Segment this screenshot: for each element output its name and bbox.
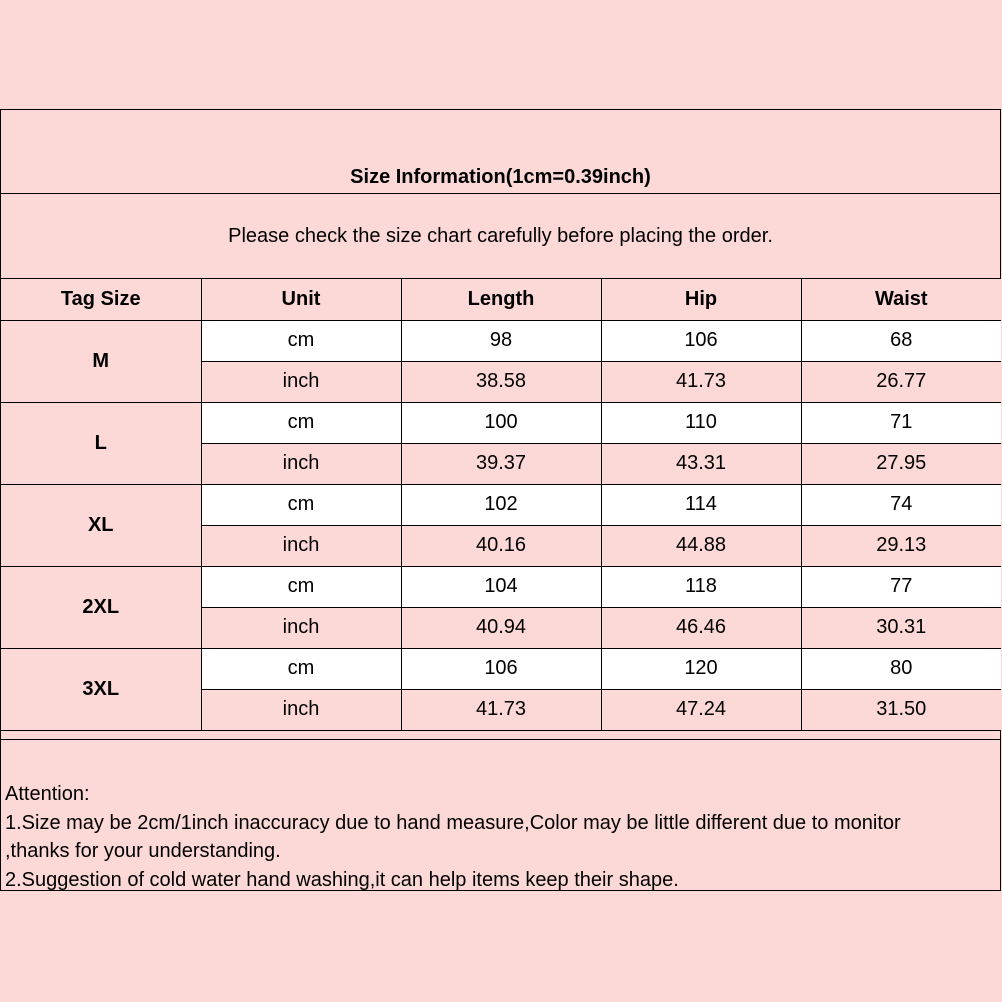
header-tag-size: Tag Size (1, 279, 201, 320)
tag-size-cell: 2XL (1, 566, 201, 648)
length-cell: 98 (401, 320, 601, 361)
table-row (1, 484, 1001, 525)
length-cell: 41.73 (401, 689, 601, 730)
waist-cell: 27.95 (801, 443, 1001, 484)
unit-cell: cm (201, 484, 401, 525)
waist-cell: 80 (801, 648, 1001, 689)
waist-cell: 26.77 (801, 361, 1001, 402)
waist-cell: 71 (801, 402, 1001, 443)
header-unit: Unit (201, 279, 401, 320)
waist-cell: 68 (801, 320, 1001, 361)
length-cell: 100 (401, 402, 601, 443)
hip-cell: 41.73 (601, 361, 801, 402)
notes-heading: Attention: (5, 783, 90, 805)
tag-size-cell: 3XL (1, 648, 201, 730)
waist-cell: 30.31 (801, 607, 1001, 648)
hip-cell: 120 (601, 648, 801, 689)
tag-size-cell: XL (1, 484, 201, 566)
hip-cell: 46.46 (601, 607, 801, 648)
header-hip: Hip (601, 279, 801, 320)
waist-cell: 31.50 (801, 689, 1001, 730)
table-header-row (1, 279, 1001, 320)
notes-line-1: 1.Size may be 2cm/1inch inaccuracy due to hand measure,Color may be little different due to monitor (5, 811, 901, 834)
unit-cell: inch (201, 361, 401, 402)
attention-notes (1, 739, 1000, 890)
unit-cell: cm (201, 402, 401, 443)
hip-cell: 43.31 (601, 443, 801, 484)
tag-size-cell: L (1, 402, 201, 484)
hip-cell: 118 (601, 566, 801, 607)
table-row (1, 320, 1001, 361)
waist-cell: 74 (801, 484, 1001, 525)
subtitle-row (1, 194, 1000, 279)
length-cell: 102 (401, 484, 601, 525)
size-chart-sheet (0, 109, 1001, 891)
unit-cell: inch (201, 689, 401, 730)
size-table (1, 279, 1001, 731)
hip-cell: 44.88 (601, 525, 801, 566)
hip-cell: 106 (601, 320, 801, 361)
length-cell: 40.16 (401, 525, 601, 566)
waist-cell: 77 (801, 566, 1001, 607)
table-row (1, 402, 1001, 443)
page-subtitle: Please check the size chart carefully before placing the order. (228, 224, 773, 247)
unit-cell: inch (201, 525, 401, 566)
length-cell: 104 (401, 566, 601, 607)
title-row (1, 110, 1000, 194)
notes-line-2: 2.Suggestion of cold water hand washing,it can help items keep their shape. (5, 868, 679, 891)
unit-cell: inch (201, 607, 401, 648)
length-cell: 40.94 (401, 607, 601, 648)
unit-cell: cm (201, 648, 401, 689)
page-title: Size Information(1cm=0.39inch) (350, 166, 651, 188)
header-waist: Waist (801, 279, 1001, 320)
hip-cell: 110 (601, 402, 801, 443)
waist-cell: 29.13 (801, 525, 1001, 566)
table-row (1, 566, 1001, 607)
unit-cell: cm (201, 320, 401, 361)
table-row (1, 648, 1001, 689)
notes-line-1-continued: ,thanks for your understanding. (5, 840, 281, 862)
hip-cell: 114 (601, 484, 801, 525)
length-cell: 106 (401, 648, 601, 689)
tag-size-cell: M (1, 320, 201, 402)
unit-cell: cm (201, 566, 401, 607)
unit-cell: inch (201, 443, 401, 484)
hip-cell: 47.24 (601, 689, 801, 730)
length-cell: 38.58 (401, 361, 601, 402)
header-length: Length (401, 279, 601, 320)
length-cell: 39.37 (401, 443, 601, 484)
